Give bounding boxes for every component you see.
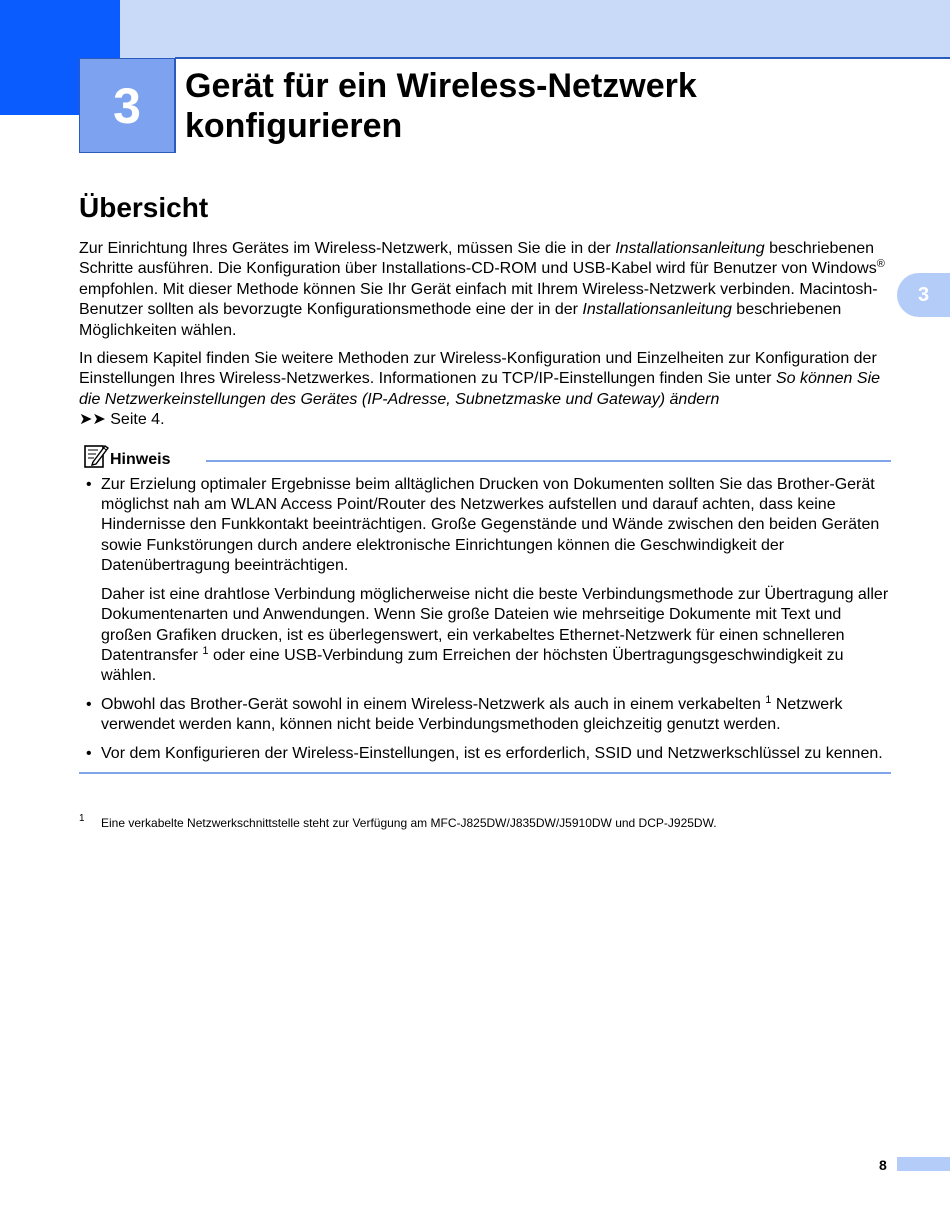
p2-text-1: In diesem Kapitel finden Sie weitere Methoden zur Wireless-Konfiguration und Einzelheiten zur Konfiguration der Einstellungen Ihres Wireless-Netzwerkes. Informationen zu TCP/IP-Einstellungen finden Sie unter bbox=[79, 350, 877, 388]
note-pencil-icon bbox=[83, 443, 109, 469]
p2-link-italic[interactable]: So können Sie die Netzwerkeinstellungen des Gerätes (IP-Adresse, Subnetzmaske und Gateway) ändern bbox=[79, 370, 881, 408]
header-band bbox=[0, 0, 950, 58]
p1-text-3: empfohlen. Mit dieser Methode können Sie Ihr Gerät einfach mit Ihrem Wireless-Netzwerk verbinden. Macintosh-Benutzer sollten als bevorzugte Konfigurationsmethode eine der in der bbox=[79, 280, 878, 319]
double-arrow-icon: ➤➤ bbox=[79, 411, 106, 429]
list-item bbox=[79, 744, 891, 764]
list-item bbox=[79, 695, 891, 736]
p1-italic-1: Installationsanleitung bbox=[615, 240, 765, 257]
p2-text-2: Seite 4. bbox=[105, 411, 165, 429]
footnote-text: Eine verkabelte Netzwerkschnittstelle steht zur Verfügung am MFC-J825DW/J835DW/J5910DW und DCP-J925DW. bbox=[101, 816, 717, 830]
p1-italic-2: Installationsanleitung bbox=[582, 301, 732, 319]
p1-text-1: Zur Einrichtung Ihres Gerätes im Wireless-Netzwerk, müssen Sie die in der bbox=[79, 240, 616, 257]
note-bottom-rule bbox=[79, 772, 891, 774]
note-top-rule bbox=[206, 460, 891, 462]
main-content bbox=[79, 239, 891, 774]
bullet: • bbox=[86, 475, 92, 493]
note-item1-p2 bbox=[101, 585, 891, 687]
chapter-title-line1: Gerät für ein Wireless-Netzwerk bbox=[185, 67, 697, 105]
footnote-ref[interactable]: 1 bbox=[202, 644, 209, 657]
chapter-title bbox=[185, 66, 885, 146]
paragraph-1 bbox=[79, 239, 891, 341]
page-number-bar bbox=[897, 1157, 950, 1171]
bullet: • bbox=[86, 744, 92, 762]
note-item1-p2-text-a: Daher ist eine drahtlose Verbindung möglicherweise nicht die beste Verbindungsmethode zur Übertragung aller Dokumentenarten und Anwendungen. Wenn Sie große Dateien wie mehrseitige Dokumente mit Text und großen Grafiken drucken, ist es überlegenswert, ein verkabeltes Ethernet-Netzwerk für einen schnelleren Datentransfer bbox=[101, 585, 889, 664]
note-item1-p2-text-b: oder eine USB-Verbindung zum Erreichen der höchsten Übertragungsgeschwindigkeit zu wählen. bbox=[101, 646, 844, 685]
section-title: Übersicht bbox=[79, 192, 209, 223]
note-header bbox=[79, 443, 891, 471]
note-item2-text-a: Obwohl das Brother-Gerät sowohl in einem Wireless-Netzwerk als auch in einem verkabelten bbox=[101, 695, 766, 713]
chapter-number: 3 bbox=[113, 77, 141, 134]
title-vertical-rule bbox=[175, 58, 176, 153]
list-item bbox=[79, 475, 891, 687]
chapter-title-line2: konfigurieren bbox=[185, 107, 403, 145]
side-chapter-tab bbox=[897, 273, 950, 317]
p1-text-2: beschriebenen Schritte ausführen. Die Konfiguration über Installations-CD-ROM und USB-Kabel wird für Benutzer von Windows bbox=[79, 240, 877, 278]
bullet: • bbox=[86, 695, 92, 713]
note-list bbox=[79, 475, 891, 764]
registered-mark: ® bbox=[876, 258, 885, 271]
note-item3-text: Vor dem Konfigurieren der Wireless-Einstellungen, ist es erforderlich, SSID und Netzwerkschlüssel zu kennen. bbox=[101, 744, 883, 762]
note-label: Hinweis bbox=[110, 450, 171, 468]
p1-text-4: beschriebenen Möglichkeiten wählen. bbox=[79, 301, 842, 339]
footnote-mark: 1 bbox=[79, 813, 85, 824]
page-number: 8 bbox=[879, 1157, 887, 1173]
paragraph-2 bbox=[79, 349, 891, 431]
side-tab-label: 3 bbox=[917, 283, 930, 306]
note-item2-text-b: Netzwerk verwendet werden kann, können nicht beide Verbindungsmethoden gleichzeitig genutzt werden. bbox=[101, 695, 843, 734]
footnote-ref[interactable]: 1 bbox=[765, 693, 772, 706]
chapter-number-box bbox=[79, 58, 175, 153]
note-item1-p1: Zur Erzielung optimaler Ergebnisse beim alltäglichen Drucken von Dokumenten sollten Sie das Brother-Gerät möglichst nah am WLAN Access Point/Router des Netzwerkes aufstellen und darauf achten, dass keine Hindernisse den Funkkontakt beeinträchtigen. Große Gegenstände und Wände zwischen den beiden Geräten sowie Funkstörungen durch andere elektronische Einrichtungen können die Geschwindigkeit der Datenübertragung beeinträchtigen. bbox=[101, 475, 880, 575]
title-rule bbox=[175, 57, 950, 59]
